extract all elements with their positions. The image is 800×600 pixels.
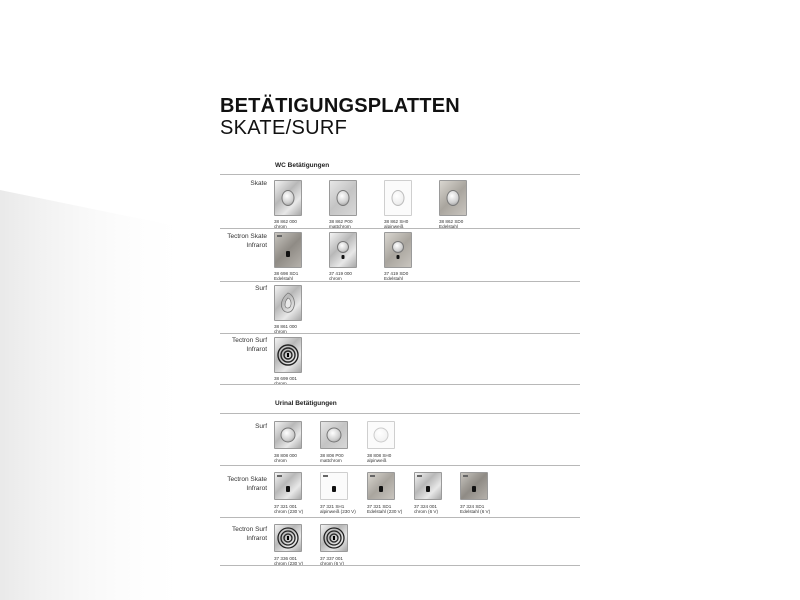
product-code: 38 808 000 chrom [274,453,297,464]
divider [220,413,580,414]
product-code: 38 862 P00 mattchrom [329,219,353,230]
product-code: 37 419 SD0 Edelstahl [384,271,409,282]
product-thumbnail [320,472,348,500]
sensor-icon [286,251,290,257]
product-item [274,232,324,281]
row-label-tectron-surf: Tectron Surf Infrarot [231,337,267,353]
divider [220,465,580,466]
logo-icon [277,235,282,237]
product-code: 37 321 SH1 alpinweiß (230 V) [320,504,356,515]
product-code: 37 324 SD1 Edelstahl (6 V) [460,504,491,515]
sensor-icon [342,255,345,259]
divider [220,565,580,566]
flush-button-icon [392,190,405,206]
product-thumbnail [384,180,412,216]
logo-icon [277,475,282,477]
product-code: 37 336 001 chrom (230 V) [274,556,304,567]
sensor-icon [472,486,476,492]
product-item [367,421,417,463]
product-code: 37 324 001 chrom (6 V) [414,504,438,515]
flush-button-icon [337,241,349,253]
product-thumbnail [274,285,302,321]
product-thumbnail [274,232,302,268]
product-thumbnail [384,232,412,268]
product-thumbnail [329,232,357,268]
row-label-surf: Surf [255,423,267,430]
divider [220,333,580,334]
product-item [320,524,370,566]
row-label-skate: Skate [250,180,267,187]
infrared-rings-icon [276,340,300,370]
product-code: 38 808 SH0 alpinweiß [367,453,392,464]
flush-button-icon [337,190,350,206]
product-thumbnail [367,421,395,449]
infrared-rings-icon [276,526,300,550]
product-thumbnail [439,180,467,216]
product-item [320,421,370,463]
surf-button-icon [277,289,299,317]
divider [220,228,580,229]
product-code: 38 862 SD0 Edelstahl [439,219,464,230]
product-item [384,180,434,229]
product-thumbnail [274,180,302,216]
divider [220,174,580,175]
product-thumbnail [414,472,442,500]
product-item [274,524,324,566]
divider [220,384,580,385]
product-code: 37 337 001 chrom (6 V) [320,556,344,567]
title-sub: SKATE/SURF [220,117,348,139]
product-item [329,180,379,229]
product-thumbnail [274,421,302,449]
flush-button-icon [447,190,460,206]
page-title [220,95,460,139]
logo-icon [370,475,375,477]
product-item [274,421,324,463]
product-code: 37 321 001 chrom (230 V) [274,504,304,515]
product-thumbnail [274,524,302,552]
sensor-icon [397,255,400,259]
product-thumbnail [329,180,357,216]
product-code: 38 698 SD1 Edelstahl [274,271,299,282]
product-item [274,180,324,229]
product-thumbnail [320,524,348,552]
divider [220,281,580,282]
sensor-icon [379,486,383,492]
flush-button-icon [374,428,389,443]
product-code: 38 699 001 chrom [274,376,297,387]
sensor-icon [332,486,336,492]
row-label-tectron-skate: Tectron Skate Infrarot [227,476,267,492]
product-code: 38 862 SH0 alpinweiß [384,219,409,230]
product-item [320,472,370,514]
flush-button-icon [282,190,295,206]
logo-icon [463,475,468,477]
section-heading-wc: WC Betätigungen [275,162,330,169]
product-item [384,232,434,281]
product-item [414,472,464,514]
product-item [274,337,324,386]
flush-button-icon [392,241,404,253]
product-code: 38 808 P00 mattchrom [320,453,344,464]
sensor-icon [286,486,290,492]
product-thumbnail [367,472,395,500]
logo-icon [417,475,422,477]
product-item [329,232,379,281]
product-code: 37 321 SD1 Edelstahl (230 V) [367,504,403,515]
sensor-icon [426,486,430,492]
divider [220,517,580,518]
product-thumbnail [320,421,348,449]
product-item [439,180,489,229]
flush-button-icon [281,428,296,443]
flush-button-icon [327,428,342,443]
title-main: BETÄTIGUNGSPLATTEN [220,95,460,117]
product-thumbnail [274,337,302,373]
product-item [274,472,324,514]
logo-icon [323,475,328,477]
row-label-tectron-skate: Tectron Skate Infrarot [227,233,267,249]
infrared-rings-icon [322,526,346,550]
product-item [367,472,417,514]
section-heading-urinal: Urinal Betätigungen [275,400,337,407]
product-code: 38 862 000 chrom [274,219,297,230]
product-thumbnail [460,472,488,500]
product-item [274,285,324,334]
row-label-tectron-surf: Tectron Surf Infrarot [231,526,267,542]
product-code: 38 861 000 chrom [274,324,297,335]
product-item [460,472,510,514]
product-code: 37 419 000 chrom [329,271,352,282]
product-thumbnail [274,472,302,500]
row-label-surf: Surf [255,285,267,292]
